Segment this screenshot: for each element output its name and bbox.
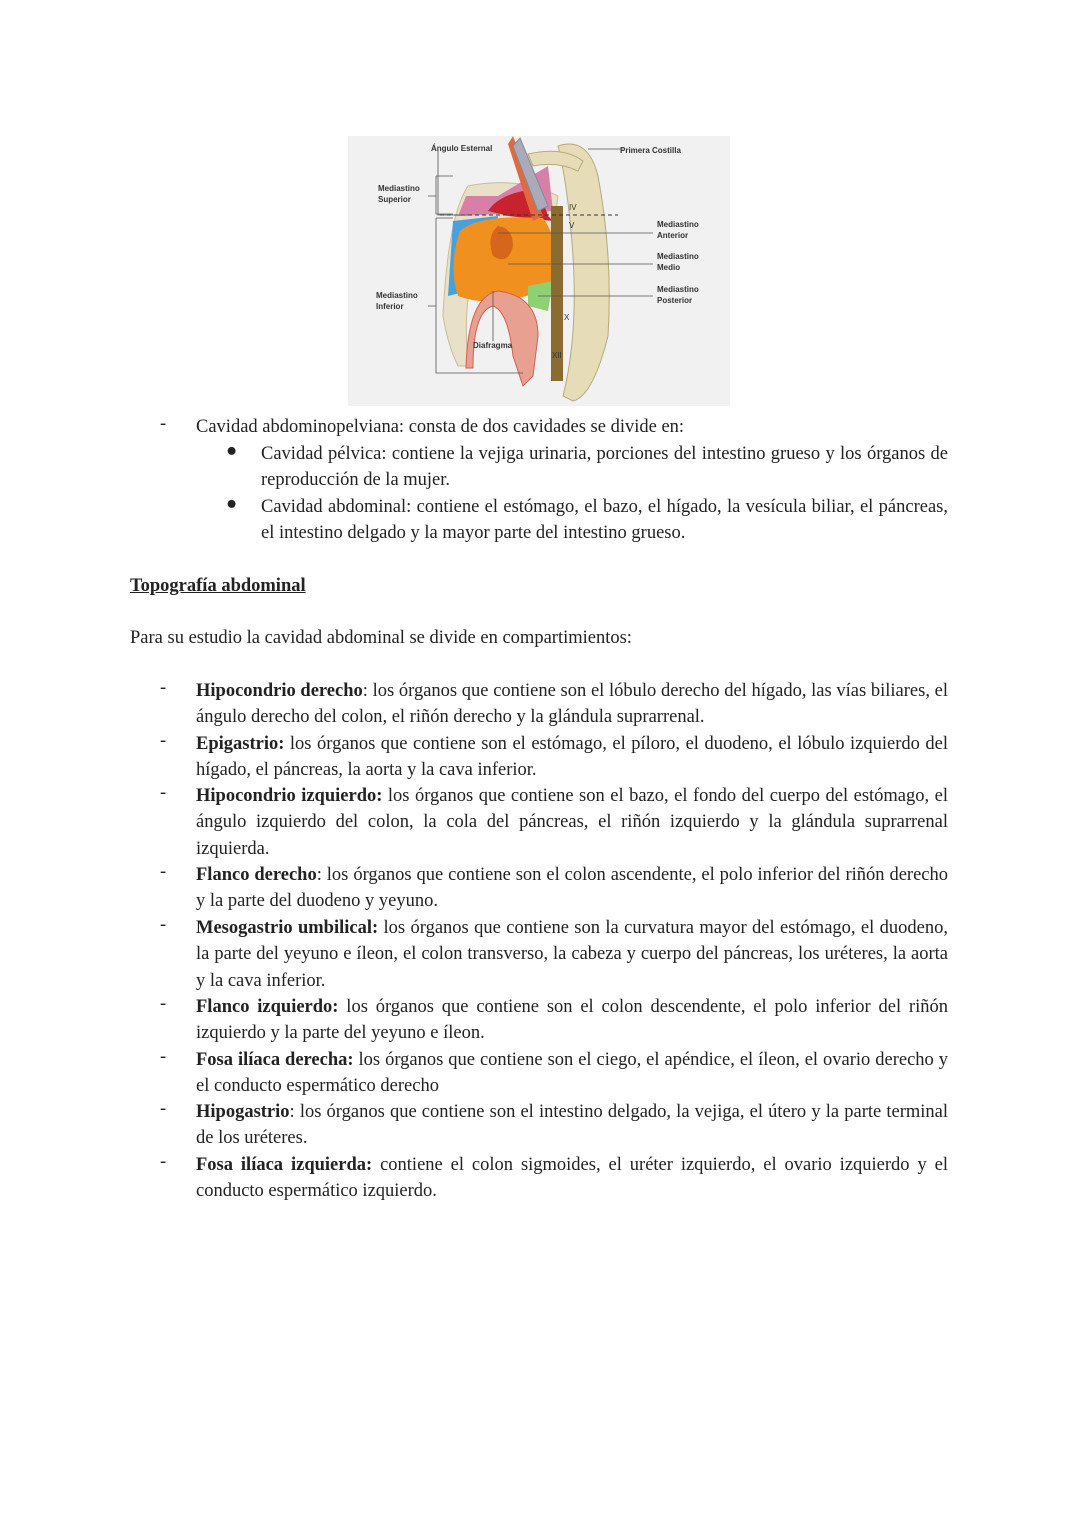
bullet-icon: ●	[226, 494, 238, 514]
region-description: los órganos que contiene son el ciego, el apéndice, el íleon, el ovario derecho y el conducto espermático derecho	[196, 1050, 948, 1097]
region-description: contiene el colon sigmoides, el uréter izquierdo, el ovario izquierdo y el conducto espermático izquierdo.	[196, 1155, 948, 1202]
region-term: Mesogastrio umbilical:	[196, 918, 379, 938]
label-primera-costilla: Primera Costilla	[620, 146, 681, 155]
region-term: Fosa ilíaca izquierda:	[196, 1155, 373, 1175]
list-dash: -	[160, 915, 167, 935]
region-term: Fosa ilíaca derecha:	[196, 1050, 354, 1070]
region-item	[196, 1047, 948, 1100]
bullet-icon: ●	[226, 441, 238, 461]
region-term: Epigastrio:	[196, 734, 285, 754]
region-term: Hipogastrio	[196, 1102, 290, 1122]
region-item	[196, 678, 948, 731]
label-mediastino-anterior-2: Anterior	[657, 231, 689, 240]
label-mediastino-medio-1: Mediastino	[657, 252, 699, 261]
region-description: los órganos que contiene son el estómago, el píloro, el duodeno, el lóbulo izquierdo del hígado, el páncreas, la aorta y la cava inferior.	[196, 734, 948, 781]
region-item	[196, 1099, 948, 1152]
list-dash: -	[160, 1047, 167, 1067]
region-description: : los órganos que contiene son el lóbulo derecho del hígado, las vías biliares, el ángulo derecho del colon, el riñón derecho y la glándula suprarrenal.	[196, 681, 949, 728]
label-mediastino-superior-1: Mediastino	[378, 184, 420, 193]
cavidad-intro: Cavidad abdominopelviana: consta de dos cavidades se divide en:	[196, 417, 685, 437]
bullet-cavidad-pelvica: Cavidad pélvica: contiene la vejiga urinaria, porciones del intestino grueso y los órganos de reproducción de la mujer.	[261, 444, 948, 491]
label-vertebra-v: V	[569, 221, 575, 230]
intro-paragraph: Para su estudio la cavidad abdominal se divide en compartimientos:	[130, 628, 632, 648]
region-description: : los órganos que contiene son el colon ascendente, el polo inferior del riñón derecho y la parte del duodeno y yeyuno.	[196, 865, 948, 912]
label-mediastino-inferior-2: Inferior	[376, 302, 404, 311]
region-term: Flanco derecho	[196, 865, 317, 885]
region-description: los órganos que contiene son el bazo, el fondo del cuerpo del estómago, el ángulo izquierdo del colon, la cola del páncreas, el riñón izquierdo y la glándula suprarrenal izquierda.	[196, 786, 948, 859]
label-vertebra-xii: XII	[552, 351, 562, 360]
label-angulo-esternal: Ángulo Esternal	[431, 144, 493, 153]
region-term: Hipocondrio derecho	[196, 681, 363, 701]
label-mediastino-anterior-1: Mediastino	[657, 220, 699, 229]
label-vertebra-x: X	[564, 313, 570, 322]
region-item	[196, 1152, 948, 1205]
label-mediastino-inferior-1: Mediastino	[376, 291, 418, 300]
region-description: los órganos que contiene son la curvatura mayor del estómago, el duodeno, la parte del yeyuno e íleon, el colon transverso, la cabeza y cuerpo del páncreas, los uréteres, la aorta y la cava inferior.	[196, 918, 948, 991]
list-dash: -	[160, 1152, 167, 1172]
list-dash: -	[160, 862, 167, 882]
region-term: Hipocondrio izquierdo:	[196, 786, 383, 806]
list-dash: -	[160, 414, 167, 434]
label-mediastino-medio-2: Medio	[657, 263, 681, 272]
list-dash: -	[160, 678, 167, 698]
region-item	[196, 731, 948, 784]
list-dash: -	[160, 994, 167, 1014]
region-item	[196, 915, 948, 994]
label-vertebra-iv: IV	[569, 203, 577, 212]
label-mediastino-posterior-1: Mediastino	[657, 285, 699, 294]
region-item	[196, 783, 948, 862]
list-dash: -	[160, 731, 167, 751]
bullet-cavidad-abdominal: Cavidad abdominal: contiene el estómago, el bazo, el hígado, la vesícula biliar, el páncreas, el intestino delgado y la mayor parte del intestino grueso.	[261, 497, 948, 544]
region-description: los órganos que contiene son el colon descendente, el polo inferior del riñón izquierdo y la parte del yeyuno e íleon.	[196, 997, 948, 1044]
label-diafragma: Diafragma	[473, 341, 513, 350]
list-dash: -	[160, 1099, 167, 1119]
region-item	[196, 862, 948, 915]
label-mediastino-posterior-2: Posterior	[657, 296, 693, 305]
mediastinum-diagram	[348, 136, 730, 406]
section-heading: Topografía abdominal	[130, 576, 306, 596]
label-mediastino-superior-2: Superior	[378, 195, 411, 204]
region-description: : los órganos que contiene son el intestino delgado, la vejiga, el útero y la parte terminal de los uréteres.	[196, 1102, 948, 1149]
region-item	[196, 994, 948, 1047]
list-dash: -	[160, 783, 167, 803]
region-term: Flanco izquierdo:	[196, 997, 339, 1017]
